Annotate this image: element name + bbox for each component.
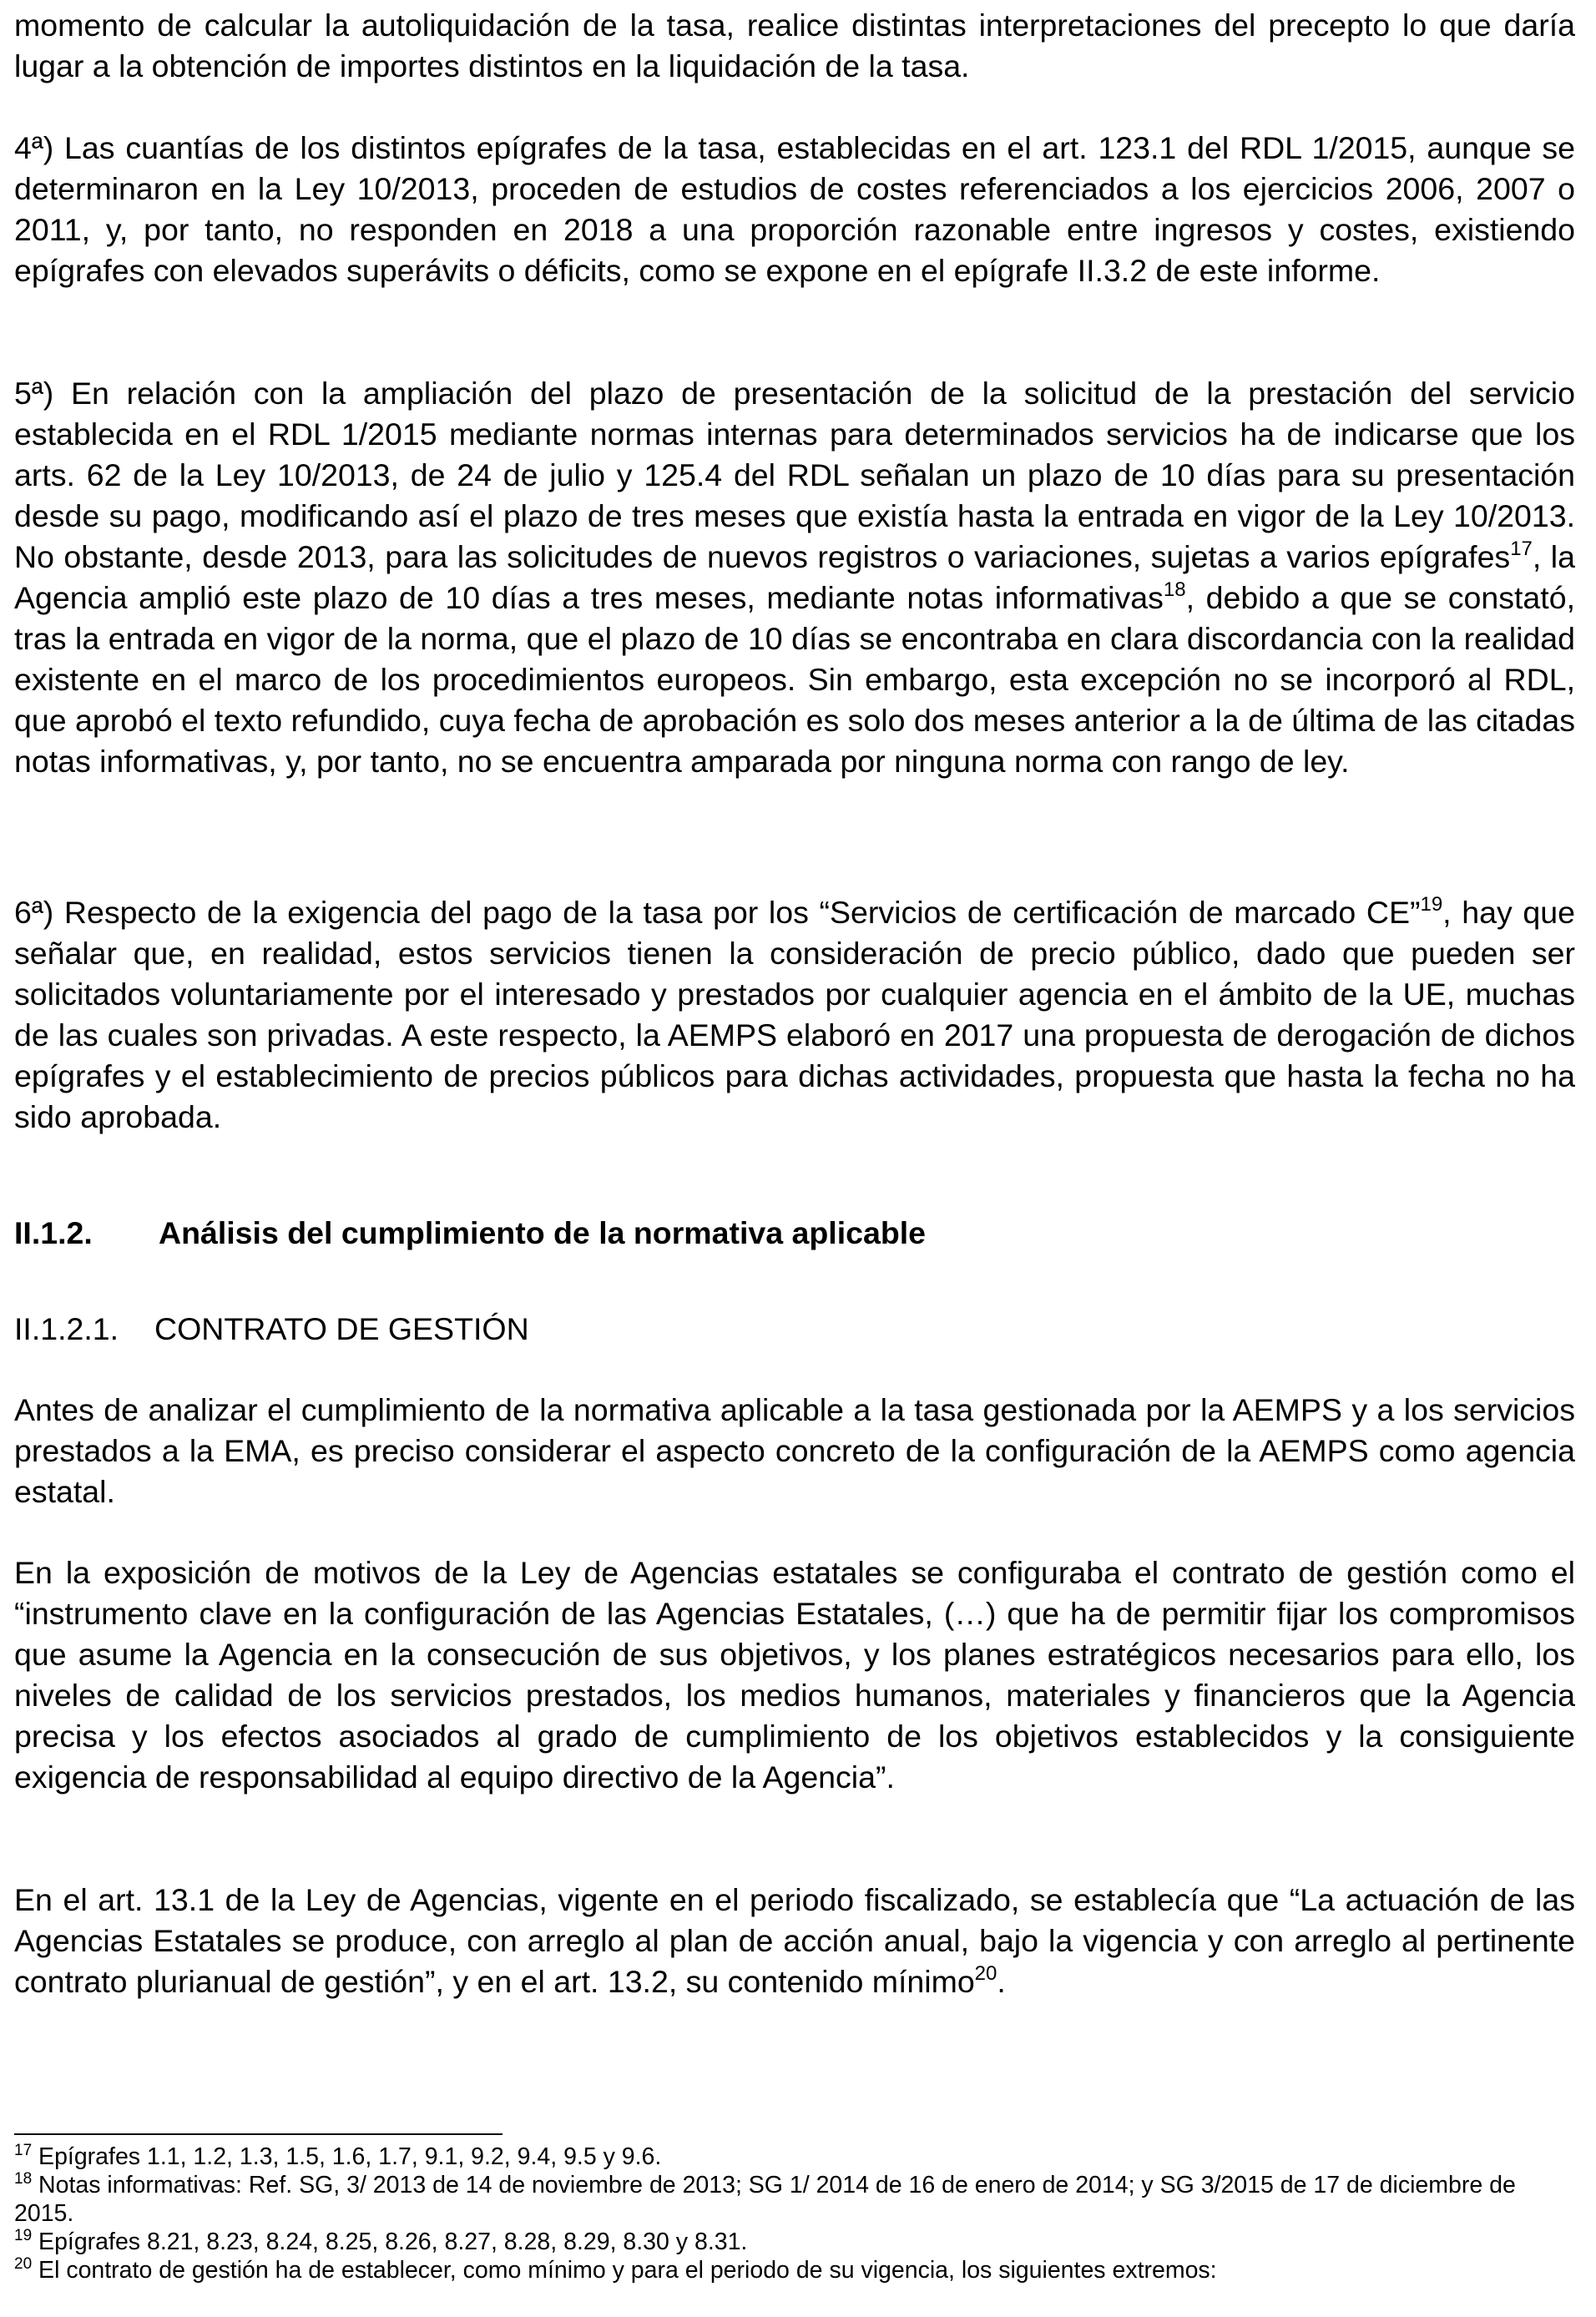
paragraph-point-6: [14, 892, 1575, 1138]
subsection-heading-ii-1-2-1: [14, 1309, 529, 1350]
footnote-19: [14, 2228, 1575, 2256]
paragraph-point-5-text-c: , debido a que se constató, tras la entrada en vigor de la norma, que el plazo de 10 días se encontraba en clara discordancia con la realidad existente en el marco de los procedimientos europeos. Sin embargo, esta excepción no se incorporó al RDL, que aprobó el texto refundido, cuya fecha de aprobación es solo dos meses anterior a la de última de las citadas notas informativas, y, por tanto, no se encuentra amparada por ninguna norma con rango de ley.: [14, 580, 1575, 779]
subsection-number: II.1.2.1.: [14, 1311, 119, 1346]
footnote-number: 19: [14, 2226, 33, 2244]
footnote-ref-18[interactable]: 18: [1163, 578, 1186, 601]
footnotes: [14, 2143, 1575, 2284]
paragraph-point-5: [14, 373, 1575, 782]
footnote-number: 17: [14, 2141, 33, 2159]
paragraph-exposicion: En la exposición de motivos de la Ley de Agencias estatales se configuraba el contrato de gestión como el “instrumento clave en la configuración de las Agencias Estatales, (…) que ha de permitir fijar los compromisos que asume la Agencia en la consecución de sus objetivos, y los planes estratégicos necesarios para ello, los niveles de calidad de los servicios prestados, los medios humanos, materiales y financieros que la Agencia precisa y los efectos asociados al grado de cumplimiento de los objetivos establecidos y la consiguiente exigencia de responsabilidad al equipo directivo de la Agencia”.: [14, 1555, 1575, 1795]
footnote-ref-20[interactable]: 20: [974, 1961, 998, 1985]
paragraph-point-4: 4ª) Las cuantías de los distintos epígrafes de la tasa, establecidas en el art. 123.1 del RDL 1/2015, aunque se determinaron en la Ley 10/2013, proceden de estudios de costes referenciados a los ejercicios 2006, 2007 o 2011, y, por tanto, no responden en 2018 a una proporción razonable entre ingresos y costes, existiendo epígrafes con elevados superávits o déficits, como se expone en el epígrafe II.3.2 de este informe.: [14, 130, 1575, 288]
footnote-ref-17[interactable]: 17: [1510, 537, 1533, 560]
footnote-text: Epígrafes 8.21, 8.23, 8.24, 8.25, 8.26, 8.27, 8.28, 8.29, 8.30 y 8.31.: [32, 2229, 748, 2255]
paragraph-continuation: momento de calcular la autoliquidación de la tasa, realice distintas interpretaciones del precepto lo que daría lugar a la obtención de importes distintos en la liquidación de la tasa.: [14, 8, 1575, 83]
paragraph-antes: Antes de analizar el cumplimiento de la normativa aplicable a la tasa gestionada por la AEMPS y a los servicios prestados a la EMA, es preciso considerar el aspecto concreto de la configuración de la AEMPS como agencia estatal.: [14, 1392, 1575, 1509]
footnote-number: 18: [14, 2169, 33, 2188]
footnote-text: El contrato de gestión ha de establecer, como mínimo y para el periodo de su vigencia, los siguientes extremos:: [32, 2257, 1217, 2284]
paragraph-art-13: [14, 1880, 1575, 2002]
footnote-20: [14, 2256, 1575, 2284]
footnote-18: [14, 2171, 1575, 2228]
paragraph-point-6-text-b: , hay que señalar que, en realidad, estos servicios tienen la consideración de precio público, dado que pueden ser solicitados voluntariamente por el interesado y prestados por cualquier agencia en el ámbito de la UE, muchas de las cuales son privadas. A este respecto, la AEMPS elaboró en 2017 una propuesta de derogación de dichos epígrafes y el establecimiento de precios públicos para dichas actividades, propuesta que hasta la fecha no ha sido aprobada.: [14, 895, 1575, 1134]
footnote-text: Epígrafes 1.1, 1.2, 1.3, 1.5, 1.6, 1.7, 9.1, 9.2, 9.4, 9.5 y 9.6.: [32, 2143, 662, 2170]
footnote-ref-19[interactable]: 19: [1420, 892, 1443, 916]
section-heading-ii-1-2: [14, 1213, 926, 1254]
section-number: II.1.2.: [14, 1215, 93, 1250]
paragraph-art-13-text-b: .: [997, 1964, 1006, 1999]
footnote-number: 20: [14, 2254, 33, 2273]
paragraph-point-5-text-a: 5ª) En relación con la ampliación del plazo de presentación de la solicitud de la prestación del servicio establecida en el RDL 1/2015 mediante normas internas para determinados servicios ha de indicarse que los arts. 62 de la Ley 10/2013, de 24 de julio y 125.4 del RDL señalan un plazo de 10 días para su presentación desde su pago, modificando así el plazo de tres meses que existía hasta la entrada en vigor de la Ley 10/2013. No obstante, desde 2013, para las solicitudes de nuevos registros o variaciones, sujetas a varios epígrafes: [14, 376, 1575, 574]
section-title: Análisis del cumplimiento de la normativa aplicable: [159, 1215, 927, 1250]
paragraph-point-5-text-b: , la Agencia amplió este plazo de 10 días a tres meses, mediante notas informativas: [14, 539, 1575, 615]
paragraph-point-6-text-a: 6ª) Respecto de la exigencia del pago de la tasa por los “Servicios de certificación de marcado CE”: [14, 895, 1421, 930]
footnote-17: [14, 2143, 1575, 2171]
paragraph-art-13-text-a: En el art. 13.1 de la Ley de Agencias, vigente en el periodo fiscalizado, se establecía que “La actuación de las Agencias Estatales se produce, con arreglo al plan de acción anual, bajo la vigencia y con arreglo al pertinente contrato plurianual de gestión”, y en el art. 13.2, su contenido mínimo: [14, 1882, 1575, 1999]
subsection-title: CONTRATO DE GESTIÓN: [154, 1311, 529, 1346]
footnote-separator: [14, 2133, 503, 2135]
footnote-text: Notas informativas: Ref. SG, 3/ 2013 de 14 de noviembre de 2013; SG 1/ 2014 de 16 de enero de 2014; y SG 3/2015 de 17 de diciembre de 2015.: [14, 2172, 1516, 2227]
